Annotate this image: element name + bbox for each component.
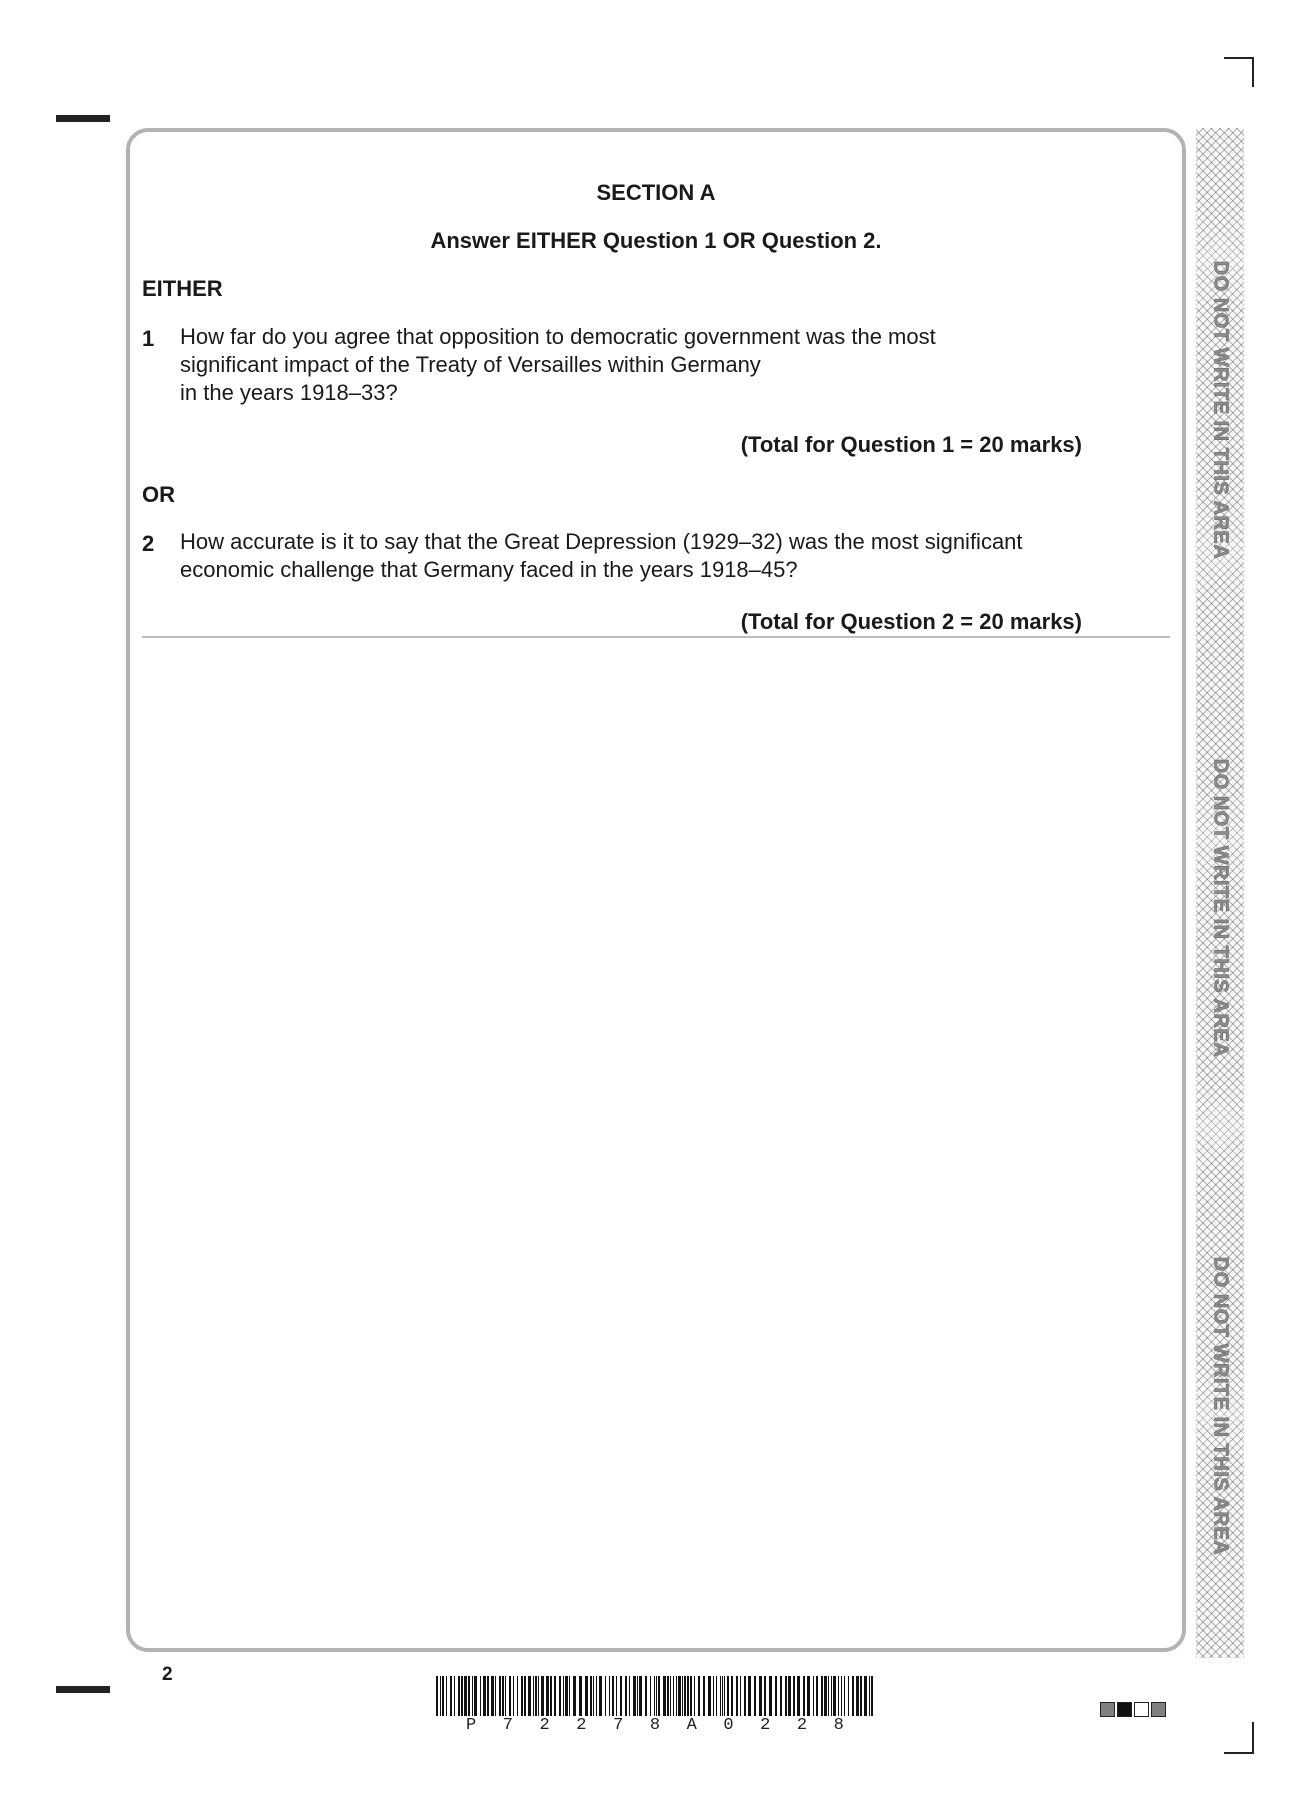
barcode-bar: [650, 1676, 651, 1716]
margin-strip: DO NOT WRITE IN THIS AREA DO NOT WRITE IN THIS AREA DO NOT WRITE IN THIS AREA: [1196, 128, 1244, 1658]
barcode-bar: [654, 1676, 655, 1716]
barcode-bar: [844, 1676, 845, 1716]
barcode-bar: [546, 1676, 549, 1716]
barcode-bar: [703, 1676, 705, 1716]
barcode-bar: [596, 1676, 597, 1716]
barcode-bar: [625, 1676, 627, 1716]
question-2-number: 2: [142, 531, 155, 556]
barcode-bar: [824, 1676, 827, 1716]
barcode-bar: [573, 1676, 576, 1716]
barcode-bar: [833, 1676, 836, 1716]
question-2-text: [180, 528, 1140, 584]
barcode-char: 2: [576, 1716, 587, 1735]
barcode-bar: [720, 1676, 721, 1716]
barcode-bar: [852, 1676, 854, 1716]
barcode-bar: [687, 1676, 689, 1716]
barcode-bar: [585, 1676, 588, 1716]
status-square: [1117, 1702, 1132, 1717]
barcode-bar: [554, 1676, 556, 1716]
barcode-bar: [633, 1676, 636, 1716]
barcode-bar: [821, 1676, 823, 1716]
question-divider: [142, 636, 1170, 638]
crop-mark-bottom-right-h: [1224, 1752, 1254, 1754]
barcode-bar: [684, 1676, 686, 1716]
barcode-bar: [748, 1676, 751, 1716]
barcode-text: [436, 1716, 874, 1735]
barcode-bar: [593, 1676, 594, 1716]
question-1-total: (Total for Question 1 = 20 marks): [740, 432, 1082, 457]
barcode-bar: [759, 1676, 762, 1716]
barcode-bar: [670, 1676, 671, 1716]
barcode-bar: [480, 1676, 481, 1716]
barcode-bar: [458, 1676, 460, 1716]
registration-mark-bottom-left: [56, 1686, 110, 1693]
barcode-bar: [803, 1676, 805, 1716]
barcode-bar: [550, 1676, 552, 1716]
barcode-char: 8: [833, 1716, 844, 1735]
barcode-bar: [612, 1676, 614, 1716]
barcode-char: 2: [539, 1716, 550, 1735]
barcode-bar: [724, 1676, 725, 1716]
barcode-bar: [639, 1676, 642, 1716]
barcode-bar: [487, 1676, 489, 1716]
barcode-bar: [645, 1676, 647, 1716]
barcode-bar: [848, 1676, 849, 1716]
barcode-bar: [727, 1676, 729, 1716]
barcode-bar: [533, 1676, 534, 1716]
barcode-bar: [754, 1676, 756, 1716]
question-1-line-2: significant impact of the Treaty of Versailles within Germany: [180, 352, 761, 377]
barcode-bar: [461, 1676, 463, 1716]
barcode-bar: [499, 1676, 501, 1716]
question-1-line-1: How far do you agree that opposition to democratic government was the most: [180, 324, 936, 349]
barcode-bar: [769, 1676, 772, 1716]
barcode-bar: [678, 1676, 681, 1716]
barcode-char: 2: [796, 1716, 808, 1735]
status-square: [1151, 1702, 1166, 1717]
barcode-bar: [605, 1676, 606, 1716]
barcode-bar: [690, 1676, 692, 1716]
barcode-bar: [864, 1676, 867, 1716]
barcode-bar: [637, 1676, 638, 1716]
status-square: [1134, 1702, 1149, 1717]
barcode-bar: [590, 1676, 592, 1716]
barcode-bar: [722, 1676, 723, 1716]
barcode-bar: [454, 1676, 455, 1716]
question-1-line-3: in the years 1918–33?: [180, 380, 398, 405]
barcode-bar: [793, 1676, 795, 1716]
barcode-bar: [559, 1676, 561, 1716]
barcode-bar: [495, 1676, 496, 1716]
barcode-bar: [565, 1676, 568, 1716]
barcode-bar: [599, 1676, 602, 1716]
barcode-bar: [472, 1676, 473, 1716]
barcode-bar: [474, 1676, 477, 1716]
barcode-bar: [491, 1676, 494, 1716]
crop-mark-bottom-right-v: [1252, 1722, 1254, 1754]
barcode-bar: [713, 1676, 714, 1716]
barcode-bar: [563, 1676, 564, 1716]
question-2-line-1: How accurate is it to say that the Great Depression (1929–32) was the most significant: [180, 529, 1023, 554]
barcode-bar: [528, 1676, 531, 1716]
barcode-bar: [838, 1676, 839, 1716]
status-squares: [1100, 1702, 1166, 1717]
registration-mark-top-left: [56, 115, 110, 122]
question-2-total: (Total for Question 2 = 20 marks): [740, 609, 1082, 634]
question-1-text: [180, 323, 1080, 407]
barcode-bar: [807, 1676, 810, 1716]
section-instruction: Answer EITHER Question 1 OR Question 2.: [430, 228, 882, 253]
barcode-bar: [775, 1676, 777, 1716]
barcode-char: 0: [723, 1716, 734, 1735]
barcode-bar: [513, 1676, 514, 1716]
crop-mark-top-right-v: [1252, 57, 1254, 87]
barcode-char: 7: [613, 1716, 624, 1735]
barcode-bar: [871, 1676, 873, 1716]
barcode-bar: [538, 1676, 539, 1716]
barcode: [436, 1676, 874, 1716]
barcode-char: 8: [649, 1716, 661, 1735]
barcode-bar: [740, 1676, 741, 1716]
barcode-bar: [521, 1676, 523, 1716]
barcode-bar: [673, 1676, 674, 1716]
or-label: OR: [142, 482, 175, 507]
barcode-bar: [436, 1676, 438, 1716]
question-2-line-2: economic challenge that Germany faced in the years 1918–45?: [180, 557, 798, 582]
barcode-bar: [816, 1676, 818, 1716]
barcode-bar: [764, 1676, 766, 1716]
barcode-bar: [517, 1676, 518, 1716]
barcode-bar: [869, 1676, 870, 1716]
barcode-bar: [505, 1676, 506, 1716]
barcode-bar: [616, 1676, 617, 1716]
barcode-bar: [629, 1676, 630, 1716]
barcode-bar: [682, 1676, 683, 1716]
barcode-bar: [535, 1676, 537, 1716]
barcode-bar: [502, 1676, 504, 1716]
barcode-bar: [440, 1676, 441, 1716]
barcode-bar: [856, 1676, 859, 1716]
barcode-bar: [788, 1676, 791, 1716]
question-1-number: 1: [142, 326, 155, 351]
barcode-bar: [541, 1676, 544, 1716]
either-label: EITHER: [142, 276, 223, 301]
barcode-bar: [797, 1676, 800, 1716]
barcode-bar: [446, 1676, 447, 1716]
barcode-bar: [468, 1676, 470, 1716]
barcode-bar: [785, 1676, 787, 1716]
barcode-bar: [736, 1676, 738, 1716]
barcode-bar: [579, 1676, 582, 1716]
barcode-char: A: [686, 1716, 697, 1735]
barcode-bar: [708, 1676, 711, 1716]
barcode-bar: [656, 1676, 657, 1716]
barcode-bar: [569, 1676, 570, 1716]
barcode-bar: [694, 1676, 695, 1716]
barcode-bar: [464, 1676, 467, 1716]
barcode-bar: [841, 1676, 842, 1716]
barcode-bar: [698, 1676, 700, 1716]
barcode-bar: [667, 1676, 669, 1716]
page-number: 2: [162, 1664, 173, 1685]
barcode-char: P: [466, 1716, 477, 1735]
barcode-bar: [828, 1676, 829, 1716]
barcode-bar: [716, 1676, 717, 1716]
barcode-bar: [658, 1676, 660, 1716]
barcode-bar: [731, 1676, 733, 1716]
barcode-bar: [780, 1676, 782, 1716]
barcode-bar: [813, 1676, 814, 1716]
barcode-bar: [450, 1676, 452, 1716]
barcode-bar: [509, 1676, 511, 1716]
barcode-bar: [860, 1676, 862, 1716]
barcode-char: 2: [760, 1716, 771, 1735]
barcode-bar: [609, 1676, 610, 1716]
status-square: [1100, 1702, 1115, 1717]
barcode-bar: [620, 1676, 622, 1716]
barcode-bar: [744, 1676, 746, 1716]
section-title: SECTION A: [596, 180, 716, 205]
barcode-bar: [524, 1676, 526, 1716]
barcode-bar: [831, 1676, 832, 1716]
barcode-bar: [442, 1676, 444, 1716]
barcode-char: 7: [502, 1716, 513, 1735]
barcode-bar: [663, 1676, 666, 1716]
barcode-bar: [483, 1676, 486, 1716]
crop-mark-top-right-h: [1224, 57, 1254, 59]
barcode-bar: [676, 1676, 677, 1716]
